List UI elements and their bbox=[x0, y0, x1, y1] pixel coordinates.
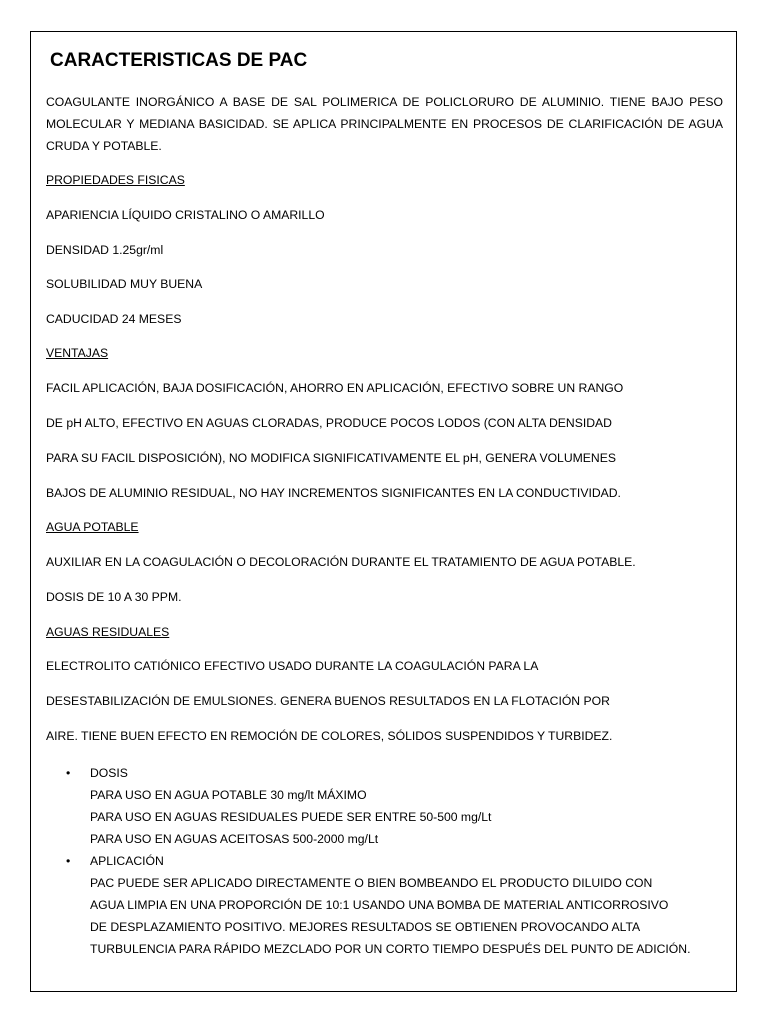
bullet-list bbox=[46, 762, 723, 960]
bullet-label: DOSIS bbox=[90, 766, 128, 780]
potable-line: DOSIS DE 10 A 30 PPM. bbox=[46, 590, 182, 604]
physical-item: SOLUBILIDAD MUY BUENA bbox=[46, 277, 203, 291]
advantages-line: PARA SU FACIL DISPOSICIÓN), NO MODIFICA SIGNIFICATIVAMENTE EL pH, GENERA VOLUMENES bbox=[46, 451, 616, 465]
section-heading-residual: AGUAS RESIDUALES bbox=[46, 625, 170, 639]
bullet-item-dosis bbox=[46, 762, 723, 850]
physical-item: CADUCIDAD 24 MESES bbox=[46, 312, 182, 326]
bullet-line: PARA USO EN AGUA POTABLE 30 mg/lt MÁXIMO bbox=[90, 788, 367, 802]
bullet-line: PARA USO EN AGUAS ACEITOSAS 500-2000 mg/Lt bbox=[90, 832, 379, 846]
bullet-line: PAC PUEDE SER APLICADO DIRECTAMENTE O BIEN BOMBEANDO EL PRODUCTO DILUIDO CON bbox=[90, 876, 653, 890]
physical-item: APARIENCIA LÍQUIDO CRISTALINO O AMARILLO bbox=[46, 208, 325, 222]
bullet-dot-icon: • bbox=[66, 766, 71, 780]
document-title: CARACTERISTICAS DE PAC bbox=[50, 50, 308, 71]
physical-item: DENSIDAD 1.25gr/ml bbox=[46, 243, 164, 257]
intro-paragraph: COAGULANTE INORGÁNICO A BASE DE SAL POLIMERICA DE POLICLORURO DE ALUMINIO. TIENE BAJO PESO MOLECULAR Y MEDIANA BASICIDAD. SE APLICA PRINCIPALMENTE EN PROCESOS DE CLARIFICACIÓN DE AGUA CRUDA Y POTABLE. bbox=[46, 95, 723, 153]
bullet-line: TURBULENCIA PARA RÁPIDO MEZCLADO POR UN CORTO TIEMPO DESPUÉS DEL PUNTO DE ADICIÓN. bbox=[90, 942, 691, 956]
potable-line: AUXILIAR EN LA COAGULACIÓN O DECOLORACIÓN DURANTE EL TRATAMIENTO DE AGUA POTABLE. bbox=[46, 555, 636, 569]
bullet-line: PARA USO EN AGUAS RESIDUALES PUEDE SER ENTRE 50-500 mg/Lt bbox=[90, 810, 492, 824]
advantages-line: DE pH ALTO, EFECTIVO EN AGUAS CLORADAS, PRODUCE POCOS LODOS (CON ALTA DENSIDAD bbox=[46, 416, 612, 430]
section-heading-advantages: VENTAJAS bbox=[46, 346, 109, 360]
section-heading-potable: AGUA POTABLE bbox=[46, 520, 139, 534]
bullet-item-aplicacion bbox=[46, 850, 723, 960]
bullet-dot-icon: • bbox=[66, 854, 71, 868]
residual-line: AIRE. TIENE BUEN EFECTO EN REMOCIÓN DE COLORES, SÓLIDOS SUSPENDIDOS Y TURBIDEZ. bbox=[46, 729, 613, 743]
advantages-line: FACIL APLICACIÓN, BAJA DOSIFICACIÓN, AHORRO EN APLICACIÓN, EFECTIVO SOBRE UN RANGO bbox=[46, 381, 624, 395]
bullet-line: DE DESPLAZAMIENTO POSITIVO. MEJORES RESULTADOS SE OBTIENEN PROVOCANDO ALTA bbox=[90, 920, 641, 934]
bullet-label: APLICACIÓN bbox=[90, 854, 164, 868]
section-heading-physical: PROPIEDADES FISICAS bbox=[46, 173, 185, 187]
advantages-line: BAJOS DE ALUMINIO RESIDUAL, NO HAY INCREMENTOS SIGNIFICANTES EN LA CONDUCTIVIDAD. bbox=[46, 486, 621, 500]
residual-line: DESESTABILIZACIÓN DE EMULSIONES. GENERA BUENOS RESULTADOS EN LA FLOTACIÓN POR bbox=[46, 694, 610, 708]
residual-line: ELECTROLITO CATIÓNICO EFECTIVO USADO DURANTE LA COAGULACIÓN PARA LA bbox=[46, 659, 539, 673]
bullet-line: AGUA LIMPIA EN UNA PROPORCIÓN DE 10:1 USANDO UNA BOMBA DE MATERIAL ANTICORROSIVO bbox=[90, 898, 669, 912]
